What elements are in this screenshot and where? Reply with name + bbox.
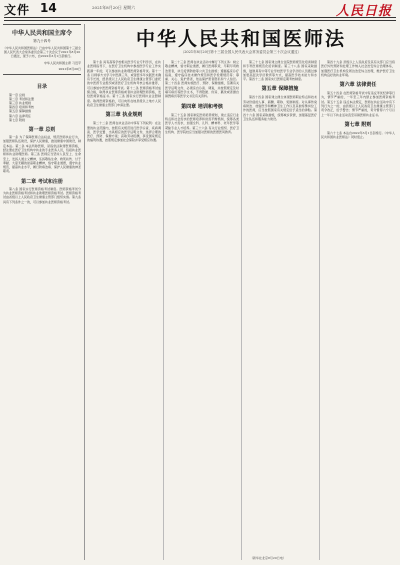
- left-sidebar: [3, 24, 81, 560]
- chapter-heading: 第六章 法律责任: [339, 82, 377, 89]
- column-divider: [241, 60, 242, 560]
- article-text: 第六十七条 本法自2022年3月1日起施行。《中华人民共和国执业医师法》同时废止。: [321, 130, 395, 140]
- decree-box: [3, 24, 81, 75]
- article-text: 第三十五条 国家制定医师培养规划，建立适应行业特点和社会需求的医师培养和供需平衡机制，统筹各类医学人才需求，加强全科、儿科、精神科、老年医学等紧缺专业人才培养。第三十六条 有关行业组织、医疗卫生机构、医学院校应当加强对医师的医德医风教育。: [165, 112, 239, 134]
- article-text: 第四十九条 县级以上人民政府及其有关部门应当将医疗纠纷预防和处理工作纳入社会治安综合治理体系，加强医疗卫生机构及周边治安综合治理，维护医疗卫生机构良好的执业环境。: [321, 60, 395, 77]
- header-rule-thin: [4, 20, 396, 21]
- chapter-heading: 第一章 总则: [28, 127, 56, 134]
- column-divider: [163, 60, 164, 560]
- table-of-contents: [3, 93, 81, 122]
- issue-date: 2021年8月20日 星期六: [92, 5, 136, 10]
- decree-date: 2021年8月20日: [58, 66, 81, 71]
- article-text: 第四十四条 国家建立健全体现医师职业特点和技术劳动价值的人事、薪酬、职称、奖励制度。对从事传染病防治、放射医学和精神卫生工作以及其他特殊岗位工作的医师，应当按照国家有关规定给予适当的津贴。第四十六条 国家采取措施，统筹城乡资源，加强基层医疗卫生队伍和服务能力建设。: [243, 95, 317, 121]
- headline: 中华人民共和国医师法: [135, 28, 346, 50]
- chapter-heading: 第七章 附则: [344, 121, 372, 128]
- article-text: 第十条 具有高等学校相关医学专业专科学历，在执业医师指导下，在医疗卫生机构中参加医学专业工作实践满一年的，可以参加执业助理医师资格考试。第十一条 以师承方式学习中医满三年，或者经多年实践医术确有专长的，经县级以上人民政府卫生健康主管部门委托的中医药专业组织或者医疗卫生机构考核合格并推荐，可以参加中医医师资格考试。第十二条 医师资格考试成绩合格，取得执业医师资格或者执业助理医师资格，发给医师资格证书。第十三条 国家实行医师执业注册制度。取得医师资格的，可以向所在地县级以上地方人民政府卫生健康主管部门申请注册。: [87, 60, 161, 107]
- toc-item: 第三章 执业规则: [9, 101, 31, 106]
- page-header: [0, 0, 400, 19]
- chapter-heading: 第三章 执业规则: [105, 112, 143, 119]
- masthead-logo: 人民日报: [335, 4, 392, 19]
- article-text: 第三十七条 国家建立健全住院医师规范化培训制度和专科医师规范化培训制度。第三十八条 国家采取措施，鼓励具有中等专业学校医学专业学历的人员通过参加更高层次学历教育等方式，提高医学技术能力和水平。第四十二条 国家实行医师定期考核制度。: [243, 60, 317, 82]
- decree-number: 第九十四号: [33, 39, 51, 43]
- article-text: 第二十二条 医师在执业活动中享有下列权利：在注册的执业范围内，按照有关规范进行医学诊查、疾病调查、医学处置、出具相应的医学证明文件，选择合理的医疗、预防、保健方案；获取劳动报酬，享受国家规定的福利待遇，按照规定参加社会保险并享受相应待遇。: [87, 121, 161, 143]
- sub-headline: （2021年8月20日第十三届全国人民代表大会常务委员会第三十次会议通过）: [180, 50, 302, 54]
- article-text: 第五十四条 在医师资格考试中有违反考试纪律等行为，情节严重的，一年至三年内禁止参加医师资格考试。第五十五条 违反本法规定，医师在执业活动中有下列行为之一的，由县级以上人民政府卫生健康主管部门责令改正，给予警告；情节严重的，责令暂停六个月以上一年以下执业活动直至吊销医师执业证书。: [321, 91, 395, 117]
- column-divider: [319, 60, 320, 560]
- article-text: 第二十三条 医师在执业活动中履行下列义务：树立敬业精神，恪守职业道德，履行医师职责，尽职尽责救治患者，执行疫情防控等公共卫生措施；遵循临床诊疗指南，遵守临床技术操作规范和医学伦理规范等；尊重、关心、爱护患者，依法保护患者隐私和个人信息。第二十四条 医师实施医疗、预防、保健措施，签署有关医学证明文件，必须亲自诊查、调查，并按照规定及时填写病历等医学文书，不得隐匿、伪造、篡改或者擅自销毁病历等医学文书及有关资料。: [165, 60, 239, 99]
- text-column: [87, 60, 161, 560]
- toc-item: 第六章 法律责任: [9, 113, 31, 118]
- dateline: （新华社北京8月20日电）: [250, 556, 286, 560]
- article-text: 第八条 国家实行医师资格考试制度。医师资格考试分为执业医师资格考试和执业助理医师资格考试。医师资格考试由省级以上人民政府卫生健康主管部门组织实施。第九条 具有下列条件之一的，可以参加执业医师资格考试。: [3, 186, 82, 204]
- text-column: [321, 60, 395, 560]
- section-name: 文件: [4, 3, 31, 17]
- page-number: 14: [40, 1, 57, 15]
- toc-item: 第四章 培训和考核: [9, 105, 34, 110]
- chapter-heading: 第四章 培训和考核: [181, 103, 223, 110]
- toc-item: 第二章 考试和注册: [9, 96, 34, 101]
- chapter-heading: 第五章 保障措施: [261, 86, 299, 93]
- text-column: [165, 60, 239, 560]
- article-body: [87, 60, 396, 560]
- column-divider: [84, 24, 85, 560]
- header-rule: [4, 17, 396, 18]
- toc-item: 第一章 总则: [9, 92, 25, 97]
- toc-item: 第五章 保障措施: [9, 109, 31, 114]
- toc-item: 第七章 附则: [9, 117, 25, 122]
- decree-signature: 中华人民共和国主席 习近平: [44, 60, 81, 65]
- article-text: 第一条 为了保障医师合法权益，规范医师执业行为，加强医师队伍建设，保护人民健康，推进健康中国建设，制定本法。第二条 本法所称医师，是指依法取得医师资格，经注册在医疗卫生机构中执业的专业医务人员，包括执业医师和执业助理医师。第三条 医师应当坚持人民至上、生命至上，发扬人道主义精神，弘扬敬佑生命、救死扶伤、甘于奉献、大爱无疆的崇高职业精神，恪守职业道德，遵守执业规范，提高执业水平，履行防病治病、保护人民健康的神圣职责。: [3, 135, 82, 174]
- decree-title: 中华人民共和国主席令: [11, 30, 72, 37]
- text-column: [243, 60, 317, 560]
- chapter-heading: 第二章 考试和注册: [21, 178, 63, 185]
- decree-text: 《中华人民共和国医师法》已由中华人民共和国第十三届全国人民代表大会常务委员会第三十次会议于2021年8月20日通过，现予公布，自2022年3月1日起施行。: [3, 46, 82, 59]
- toc-title: 目录: [36, 83, 47, 90]
